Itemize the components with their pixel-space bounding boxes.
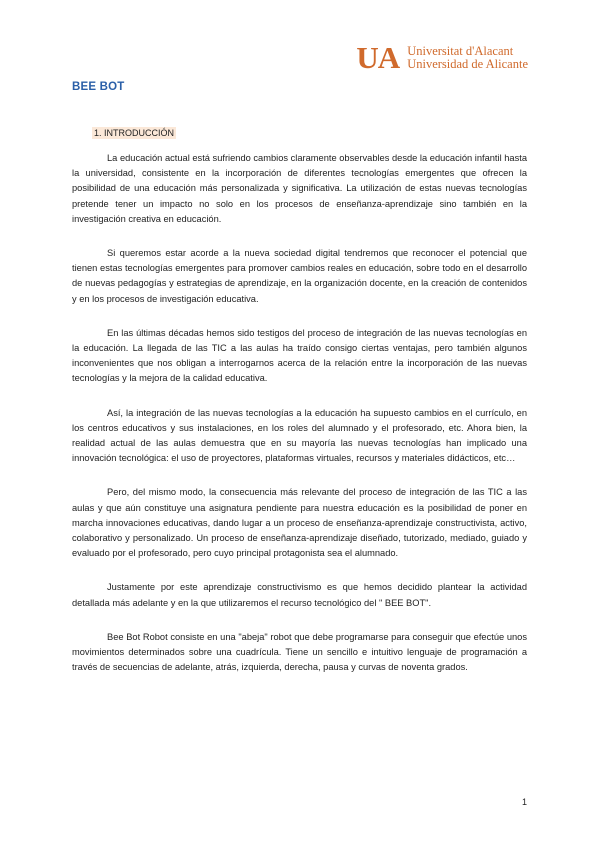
paragraph: Bee Bot Robot consiste en una "abeja" robot que debe programarse para conseguir que efectúe unos movimientos determinados sobre una cuadrícula. Tiene un sencillo e intuitivo lenguaje de programación a través de secuencias de adelante, atrás, izquierda, derecha, pausa y curvas de noventa grados. xyxy=(72,631,527,673)
paragraph: Así, la integración de las nuevas tecnologías a la educación ha supuesto cambios en el currículo, en los centros educativos y sus instalaciones, en los roles del alumnado y el profesorado, etc. Ahora bien, la realidad actual de las aulas demuestra que en su mayoría las nuevas tecnologías han implicado una innovación tecnológica: el uso de proyectores, plataformas virtuales, recursos y materiales didácticos, etc… xyxy=(72,407,527,464)
document-title: BEE BOT xyxy=(72,81,125,93)
section-heading: 1. INTRODUCCIÓN xyxy=(94,128,175,138)
logo-mark: UA xyxy=(356,40,400,75)
page-number: 1 xyxy=(521,797,527,807)
paragraph: Pero, del mismo modo, la consecuencia más relevante del proceso de integración de las TIC a las aulas y que aún constituye una asignatura pendiente para nuestra educación es la posibilidad de poner en marcha innovaciones educativas, dando lugar a un proceso de enseñanza-aprendizaje constructivista, activo, colaborativo y personalizado. Un proceso de enseñanza-aprendizaje diseñado, tutorizado, mediado, guiado y evaluado por el profesorado, pero cuyo principal protagonista sea el alumnado. xyxy=(72,487,527,559)
paragraph: La educación actual está sufriendo cambios claramente observables desde la educación infantil hasta la universidad, consistente en la incorporación de diferentes tecnologías emergentes que ofrecen la posibilidad de una educación más personalizada y significativa. La utilización de estas nuevas tecnologías pretende tener un impacto no solo en los procesos de enseñanza-aprendizaje sino también en la investigación creativa en educación. xyxy=(72,153,527,224)
logo-text xyxy=(407,45,528,71)
logo-line-valencian: Universitat d'Alacant xyxy=(407,43,514,58)
university-logo xyxy=(356,42,528,73)
paragraph: Si queremos estar acorde a la nueva sociedad digital tendremos que reconocer el potencial que tienen estas tecnologías emergentes para promover cambios reales en educación, sobre todo en el desarrollo de nuevas pedagogías y estrategias de aprendizaje, en la organización docente, en la creación de contenidos y en los procesos de investigación educativa. xyxy=(72,248,527,304)
logo-line-spanish: Universidad de Alicante xyxy=(407,56,528,71)
body-text xyxy=(72,151,527,694)
paragraph: Justamente por este aprendizaje constructivismo es que hemos decidido plantear la actividad detallada más adelante y en la que utilizaremos el recurso tecnológico del " BEE BOT". xyxy=(72,582,527,608)
paragraph: En las últimas décadas hemos sido testigos del proceso de integración de las nuevas tecnologías en la educación. La llegada de las TIC a las aulas ha traído consigo ciertas ventajas, pero también algunos inconvenientes que nos obligan a interrogarnos acerca de la relación entre la incorporación de las nuevas tecnologías y la mejora de la calidad educativa. xyxy=(72,327,527,384)
